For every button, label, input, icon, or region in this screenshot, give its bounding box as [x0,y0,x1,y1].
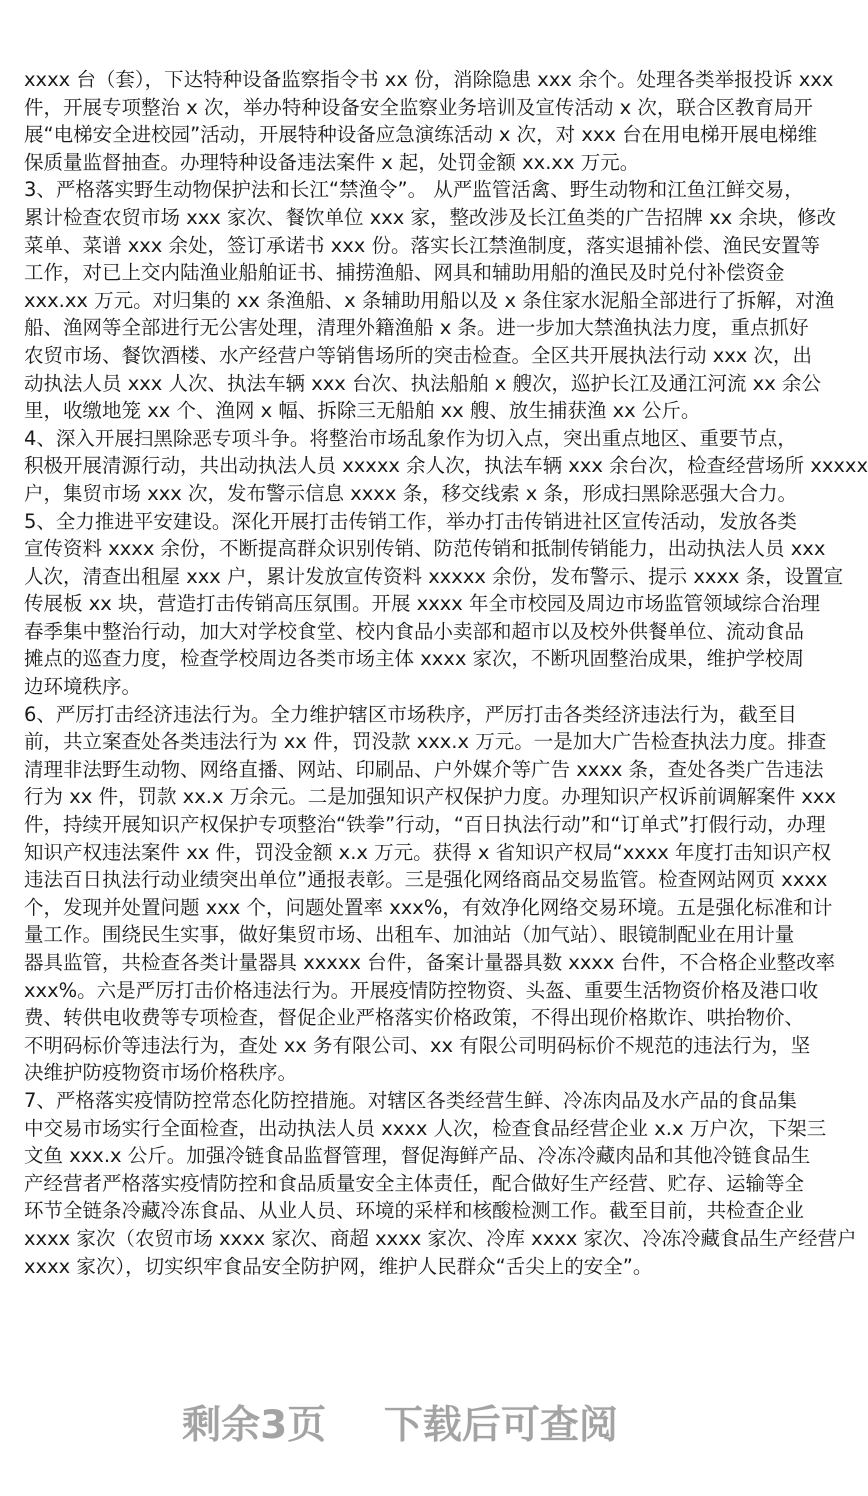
text-line: 清理非法野生动物、网络直播、网站、印刷品、户外媒介等广告 xxxx 条，查处各类广告违法 [24,757,824,781]
text-line: 保质量监督抽查。办理特种设备违法案件 x 起，处罚金额 xx.xx 万元。 [24,150,640,174]
text-line: 件，开展专项整治 x 次，举办特种设备安全监察业务培训及宣传活动 x 次，联合区教育局开 [24,95,813,119]
paragraph [24,425,868,508]
paragraph [24,508,844,701]
text-line: 展“电梯安全进校园”活动，开展特种设备应急演练活动 x 次，对 xxx 台在用电梯开展电梯维 [24,123,818,147]
text-line: 费、转供电收费等专项检查，督促企业严格落实价格政策，不得出现价格欺诈、哄抬物价、 [24,1006,805,1030]
text-line: 环节全链条冷藏冷冻食品、从业人员、环境的采样和核酸检测工作。截至目前，共检查企业 [24,1199,805,1223]
text-line: 积极开展清源行动，共出动执法人员 xxxxx 余人次，执法车辆 xxx 余台次，检查经营场所 xxxxx [24,454,868,478]
text-line: 6、严厉打击经济违法行为。全力维护辖区市场秩序，严厉打击各类经济违法行为，截至目 [24,702,797,726]
text-line: 动执法人员 xxx 人次、执法车辆 xxx 台次、执法船舶 x 艘次，巡护长江及通江河流 xx 余公 [24,371,821,395]
text-line: 个，发现并处置问题 xxx 个，问题处置率 xxx%，有效净化网络交易环境。五是强化标准和计 [24,895,833,919]
remaining-pages-label: 剩余3页 [182,1403,327,1448]
text-line: 春季集中整治行动，加大对学校食堂、校内食品小卖部和超市以及校外供餐单位、流动食品 [24,619,805,643]
text-line: 船、渔网等全部进行无公害处理，清理外籍渔船 x 条。进一步加大禁渔执法力度，重点抓好 [24,316,809,340]
text-line: 工作，对已上交内陆渔业船舶证书、捕捞渔船、网具和辅助用船的渔民及时兑付补偿资金 [24,261,785,285]
text-line: 量工作。围绕民生实事，做好集贸市场、出租车、加油站（加气站）、眼镜制配业在用计量 [24,923,795,947]
text-line: 不明码标价等违法行为，查处 xx 务有限公司、xx 有限公司明码标价不规范的违法行为，坚 [24,1033,811,1057]
text-line: xxxx 台（套），下达特种设备监察指令书 xx 份，消除隐患 xxx 余个。处理各类举报投诉 xxx [24,68,834,91]
text-line: 3、严格落实野生动物保护法和长江“禁渔令”。 从严监管活禽、野生动物和江鱼江鲜交易， [24,178,804,202]
text-line: 中交易市场实行全面检查，出动执法人员 xxxx 人次，检查食品经营企业 x.x 万户次，下架三 [24,1116,827,1140]
text-line: 菜单、菜谱 xxx 余处，签订承诺书 xxx 份。落实长江禁渔制度，落实退捕补偿、渔民安置等 [24,233,821,257]
text-line: xxx.xx 万元。对归集的 xx 条渔船、x 条辅助用船以及 x 条住家水泥船全部进行了拆解，对渔 [24,288,835,312]
paragraph [24,701,837,1087]
document-body [24,66,868,1280]
text-line: 文鱼 xxx.x 公斤。加强冷链食品监督管理，督促海鲜产品、冷冻冷藏肉品和其他冷链食品生 [24,1144,811,1168]
text-line: xxxx 家次），切实织牢食品安全防护网，维护人民群众“舌尖上的安全”。 [24,1254,653,1278]
text-line: 人次，清查出租屋 xxx 户，累计发放宣传资料 xxxxx 余份，发布警示、提示 xxxx 条，设置宣 [24,564,844,588]
text-line: 7、严格落实疫情防控常态化防控措施。对辖区各类经营生鲜、冷冻肉品及水产品的食品集 [24,1088,797,1112]
text-line: 知识产权违法案件 xx 件，罚没金额 x.x 万元。获得 x 省知识产权局“xxxx 年度打击知识产权 [24,840,832,864]
paragraph [24,1087,857,1280]
download-hint-label: 下载后可查阅 [383,1403,618,1448]
text-line: 里，收缴地笼 xx 个、渔网 x 幅、拆除三无船舶 xx 艘、放生捕获渔 xx 公斤。 [24,399,701,423]
text-line: 产经营者严格落实疫情防控和食品质量安全主体责任，配合做好生产经营、贮存、运输等全 [24,1171,805,1195]
paragraph [24,176,837,424]
text-line: 4、深入开展扫黑除恶专项斗争。将整治市场乱象作为切入点，突出重点地区、重要节点， [24,426,797,450]
text-line: 器具监管，共检查各类计量器具 xxxxx 台件，备案计量器具数 xxxx 台件，不合格企业整改率 [24,951,836,974]
text-line: 摊点的巡查力度，检查学校周边各类市场主体 xxxx 家次，不断巩固整治成果，维护学校周 [24,647,805,671]
text-line: 前，共立案查处各类违法行为 xx 件，罚没款 xxx.x 万元。一是加大广告检查执法力度。排查 [24,730,827,754]
text-line: 行为 xx 件，罚款 xx.x 万余元。二是加强知识产权保护力度。办理知识产权诉前调解案件 xxx [24,785,837,809]
download-prompt[interactable] [0,1394,800,1450]
text-line: 户，集贸市场 xxx 次，发布警示信息 xxxx 条，移交线索 x 条，形成扫黑除恶强大合力。 [24,481,798,505]
text-line: 传展板 xx 块，营造打击传销高压氛围。开展 xxxx 年全市校园及周边市场监管领域综合治理 [24,592,821,616]
text-line: 5、全力推进平安建设。深化开展打击传销工作，举办打击传销进社区宣传活动，发放各类 [24,509,797,533]
text-line: 农贸市场、餐饮酒楼、水产经营户等销售场所的突击检查。全区共开展执法行动 xxx 次，出 [24,343,813,367]
text-line: 决维护防疫物资市场价格秩序。 [24,1061,298,1085]
text-line: 累计检查农贸市场 xxx 家次、餐饮单位 xxx 家，整改涉及长江鱼类的广告招牌 xx 余块，修改 [24,205,837,229]
text-line: 件，持续开展知识产权保护专项整治“铁拳”行动，“百日执法行动”和“订单式”打假行动，办理 [24,813,826,837]
text-line: xxxx 家次（农贸市场 xxxx 家次、商超 xxxx 家次、冷库 xxxx 家次、冷冻冷藏食品生产经营户 [24,1226,857,1250]
paragraph [24,66,834,176]
text-line: 宣传资料 xxxx 余份，不断提高群众识别传销、防范传销和抵制传销能力，出动执法人员 xxx [24,537,826,561]
text-line: xxx%。六是严厉打击价格违法行为。开展疫情防控物资、头盔、重要生活物资价格及港口收 [24,978,819,1002]
text-line: 边环境秩序。 [24,675,142,699]
text-line: 违法百日执法行动业绩突出单位”通报表彰。三是强化网络商品交易监管。检查网站网页 xxxx [24,868,828,892]
